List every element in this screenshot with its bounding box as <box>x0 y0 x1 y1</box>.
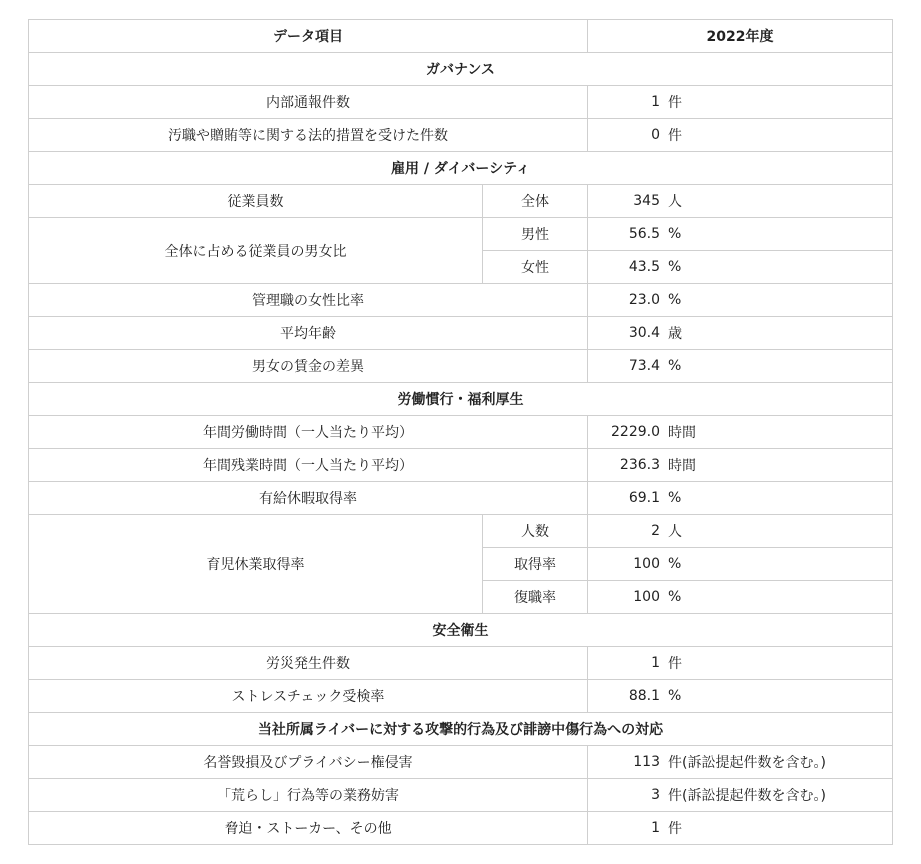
table-row <box>29 317 893 350</box>
value-unit: 人 <box>668 524 682 540</box>
row-label: ストレスチェック受検率 <box>29 680 588 713</box>
row-value <box>588 449 893 482</box>
row-label: 有給休暇取得率 <box>29 482 588 515</box>
value-unit: % <box>668 688 682 704</box>
value-unit: % <box>668 556 682 572</box>
value-number: 23.0 <box>628 292 660 308</box>
table-row <box>29 812 893 845</box>
row-value <box>588 779 893 812</box>
section-row <box>29 152 893 185</box>
value-unit: 件 <box>668 821 682 837</box>
value-number: 73.4 <box>628 358 660 374</box>
value-number: 2229.0 <box>611 424 660 440</box>
row-value <box>588 548 893 581</box>
row-label: 汚職や贈賄等に関する法的措置を受けた件数 <box>29 119 588 152</box>
table-row <box>29 482 893 515</box>
row-label: 育児休業取得率 <box>29 515 483 614</box>
value-number: 113 <box>633 754 660 770</box>
table-row <box>29 746 893 779</box>
table-row <box>29 779 893 812</box>
value-number: 43.5 <box>628 259 660 275</box>
row-label: 管理職の女性比率 <box>29 284 588 317</box>
row-value <box>588 350 893 383</box>
value-unit: 件 <box>668 95 682 111</box>
value-unit: 件(訴訟提起件数を含む。) <box>668 755 826 771</box>
header-item: データ項目 <box>29 20 588 53</box>
row-value <box>588 647 893 680</box>
value-unit: 件 <box>668 656 682 672</box>
table-row <box>29 119 893 152</box>
value-number: 0 <box>651 127 660 143</box>
value-number: 2 <box>651 523 660 539</box>
row-sublabel: 取得率 <box>483 548 588 581</box>
table-row <box>29 680 893 713</box>
value-unit: 時間 <box>668 458 696 474</box>
value-number: 1 <box>651 655 660 671</box>
table-row <box>29 416 893 449</box>
row-sublabel: 全体 <box>483 185 588 218</box>
row-value <box>588 119 893 152</box>
row-sublabel: 復職率 <box>483 581 588 614</box>
value-number: 88.1 <box>628 688 660 704</box>
section-labor: 労働慣行・福利厚生 <box>29 383 893 416</box>
table-row <box>29 284 893 317</box>
table-row <box>29 647 893 680</box>
row-label: 従業員数 <box>29 185 483 218</box>
row-value <box>588 251 893 284</box>
row-value <box>588 746 893 779</box>
value-number: 1 <box>651 94 660 110</box>
row-value <box>588 416 893 449</box>
row-value <box>588 86 893 119</box>
row-label: 男女の賃金の差異 <box>29 350 588 383</box>
row-label: 「荒らし」行為等の業務妨害 <box>29 779 588 812</box>
header-year: 2022年度 <box>588 20 893 53</box>
value-number: 30.4 <box>628 325 660 341</box>
value-number: 236.3 <box>619 457 660 473</box>
table-row <box>29 185 893 218</box>
table-row <box>29 86 893 119</box>
value-unit: 歳 <box>668 326 682 342</box>
row-label: 脅迫・ストーカー、その他 <box>29 812 588 845</box>
row-label: 全体に占める従業員の男女比 <box>29 218 483 284</box>
value-unit: % <box>668 292 682 308</box>
value-unit: 件 <box>668 128 682 144</box>
value-unit: % <box>668 358 682 374</box>
row-value <box>588 680 893 713</box>
section-employment: 雇用 / ダイバーシティ <box>29 152 893 185</box>
row-value <box>588 218 893 251</box>
header-row <box>29 20 893 53</box>
row-label: 年間残業時間（一人当たり平均） <box>29 449 588 482</box>
row-value <box>588 284 893 317</box>
section-safety: 安全衛生 <box>29 614 893 647</box>
section-row <box>29 713 893 746</box>
value-unit: 人 <box>668 194 682 210</box>
row-label: 内部通報件数 <box>29 86 588 119</box>
row-value <box>588 581 893 614</box>
table-row <box>29 449 893 482</box>
value-number: 100 <box>633 556 660 572</box>
row-label: 労災発生件数 <box>29 647 588 680</box>
value-number: 3 <box>651 787 660 803</box>
value-unit: % <box>668 259 682 275</box>
value-unit: % <box>668 226 682 242</box>
value-unit: 件(訴訟提起件数を含む。) <box>668 788 826 804</box>
value-number: 1 <box>651 820 660 836</box>
table-row <box>29 218 893 251</box>
value-number: 56.5 <box>628 226 660 242</box>
esg-data-table <box>28 19 893 845</box>
value-number: 100 <box>633 589 660 605</box>
value-number: 69.1 <box>628 490 660 506</box>
section-row <box>29 383 893 416</box>
row-label: 年間労働時間（一人当たり平均） <box>29 416 588 449</box>
section-row <box>29 53 893 86</box>
row-sublabel: 人数 <box>483 515 588 548</box>
row-value <box>588 812 893 845</box>
row-label: 平均年齢 <box>29 317 588 350</box>
value-number: 345 <box>633 193 660 209</box>
row-value <box>588 317 893 350</box>
value-unit: 時間 <box>668 425 696 441</box>
row-value <box>588 185 893 218</box>
row-sublabel: 女性 <box>483 251 588 284</box>
row-value <box>588 515 893 548</box>
row-label: 名誉毀損及びプライバシー権侵害 <box>29 746 588 779</box>
value-unit: % <box>668 490 682 506</box>
section-liver: 当社所属ライバーに対する攻撃的行為及び誹謗中傷行為への対応 <box>29 713 893 746</box>
section-row <box>29 614 893 647</box>
table-row <box>29 350 893 383</box>
section-governance: ガバナンス <box>29 53 893 86</box>
row-value <box>588 482 893 515</box>
value-unit: % <box>668 589 682 605</box>
row-sublabel: 男性 <box>483 218 588 251</box>
table-row <box>29 515 893 548</box>
